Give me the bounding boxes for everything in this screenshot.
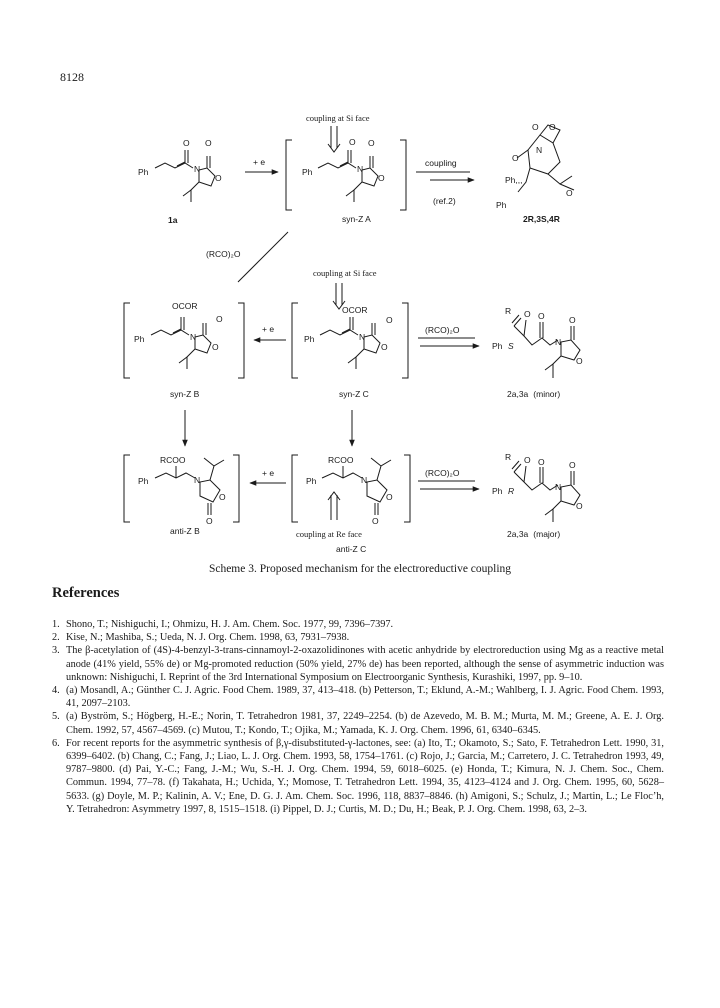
- label-major-tag: (major): [533, 529, 561, 539]
- atom-ph: Ph: [138, 167, 149, 177]
- atom-o: O: [381, 342, 388, 352]
- atom-o: O: [576, 356, 583, 366]
- plus-e: + e: [253, 157, 266, 167]
- label-product: 2R,3S,4R: [523, 214, 560, 224]
- intermediate-syn-z-a: [302, 137, 385, 224]
- atom-n: N: [555, 482, 562, 492]
- label-syn-z-c-suffix: -Z C: [352, 389, 369, 399]
- atom-ph: Ph: [302, 167, 313, 177]
- atom-o: O: [569, 460, 576, 470]
- label-syn-z-a-italic: syn: [342, 214, 356, 224]
- label-syn-z-c-italic: syn: [339, 389, 353, 399]
- label-syn-z-b-italic: syn: [170, 389, 184, 399]
- atom-n: N: [555, 337, 562, 347]
- reference-number: 6.: [52, 737, 60, 749]
- atom-n: N: [359, 332, 366, 342]
- reference-number: 5.: [52, 711, 60, 723]
- reference-text: The β-acetylation of (4S)-4-benzyl-3-trans-cinnamoyl-2-oxazolidinones with acetic anhydride by electroreduction using Mg as a reactive metal anode (41% yield, 55% de) or Mg-promoted reduction (50% yield, 27% de) has been reported, although the sense of asymmetric induction was unknown: Nishiguchi, I. Reprint of the 3rd International Symposium on Electroorganic Synthesis, Kurashiki, 1997, pp. 9–10.: [66, 645, 664, 683]
- label-anti-z-c-suffix: -Z C: [349, 544, 367, 554]
- annotation-ref2: (ref.2): [433, 196, 456, 206]
- label-1a: 1a: [168, 215, 178, 225]
- product-2a3a-minor: [492, 306, 583, 399]
- reference-item: [52, 618, 664, 631]
- annotation-anhydride: (RCO)₂O: [425, 325, 460, 335]
- label-anti-z-c-italic: anti: [336, 544, 350, 554]
- atom-ph: Ph: [492, 486, 503, 496]
- label-syn-z-a: [342, 214, 371, 224]
- atom-o: O: [538, 311, 545, 321]
- annotation-coupling-re: coupling at Re face: [296, 529, 362, 539]
- atom-o: O: [538, 457, 545, 467]
- reference-number: 3.: [52, 645, 60, 657]
- atom-ph: Ph: [134, 334, 145, 344]
- label-anti-z-b-italic: anti: [170, 526, 184, 536]
- annotation-coupling-si: coupling at Si face: [306, 113, 370, 123]
- label-minor-tag: (minor): [533, 389, 561, 399]
- label-syn-z-a-suffix: -Z A: [355, 214, 371, 224]
- atom-o: O: [378, 173, 385, 183]
- page-number: 8128: [60, 70, 84, 84]
- reference-list: [52, 618, 664, 816]
- label-anti-z-b-suffix: -Z B: [183, 526, 200, 536]
- intermediate-syn-z-c: [304, 305, 393, 399]
- annotation-anhydride: (RCO)₂O: [206, 249, 241, 259]
- atom-o: O: [512, 153, 519, 163]
- reference-text: (a) Byström, S.; Högberg, H.-E.; Norin, T. Tetrahedron 1981, 37, 2249–2254. (b) de Azevedo, M. B. M.; Murta, M. M.; Greene, A. E. J. Org. Chem. 1992, 57, 4567–4569. (c) Mutou, T.; Kondo, T.; Ojika, M.; Yamada, K. J. Org. Chem. 1996, 61, 6340–6345.: [66, 711, 664, 736]
- annotation-coupling-si: coupling at Si face: [313, 268, 377, 278]
- atom-o: O: [206, 516, 213, 526]
- atom-rcoo: RCOO: [160, 455, 186, 465]
- atom-ph: Ph: [138, 476, 149, 486]
- atom-o: O: [386, 315, 393, 325]
- atom-ph-stereo: Ph,,,: [505, 175, 523, 185]
- atom-ph: Ph: [496, 200, 507, 210]
- reference-item: [52, 631, 664, 644]
- atom-ocor: OCOR: [172, 301, 198, 311]
- label-syn-z-c: [339, 389, 369, 399]
- reference-number: 2.: [52, 632, 60, 644]
- scheme-caption: Scheme 3. Proposed mechanism for the electroreductive coupling: [208, 563, 512, 575]
- product-2r3s4r: [496, 122, 574, 224]
- reference-text: For recent reports for the asymmetric synthesis of β,γ-disubstituted-γ-lactones, see: (a) Ito, T.; Okamoto, S.; Sato, F. Tetrahedron Lett. 1990, 31, 6399–6402. (b) Chang, C.; Fang, J.; Liao, L. J. Org. Chem. 1993, 58, 1754–1761. (c) Rojo, J.; Garcia, M.; Carretero, J. C. Tetrahedron 1993, 49, 9787–9800. (d) Pai, Y.-C.; Fang, J.-M.; Wu, S.-H. J. Org. Chem. 1994, 59, 6018–6025. (e) Honda, T.; Kimura, N. J. Chem. Soc., Chem. Commun. 1994, 77–78. (f) Takahata, H.; Uchida, Y.; Momose, T. Tetrahedron Lett. 1994, 35, 4123–4124 and J. Org. Chem. 1995, 60, 5628–5633. (g) Doyle, M. P.; Kalinin, A. V.; Ene, D. G. J. Am. Chem. Soc. 1996, 118, 8837–8846. (h) Amigoni, S.; Schulz, J.; Martin, L.; Le Floc’h, Y. Tetrahedron: Asymmetry 1997, 8, 1515–1518. (i) Pippel, D. J.; Curtis, M. D.; Du, H.; Beak, P. J. Org. Chem. 1998, 63, 2–3.: [66, 737, 664, 815]
- plus-e: + e: [262, 324, 275, 334]
- product-2a3a-major: [492, 452, 583, 539]
- atom-r: R: [505, 452, 512, 462]
- label-major-compound: 2a,3a: [507, 529, 529, 539]
- intermediate-anti-z-b: [138, 455, 226, 536]
- atom-o: O: [524, 309, 531, 319]
- atom-n: N: [194, 475, 201, 485]
- atom-o: O: [532, 122, 539, 132]
- atom-o: O: [212, 342, 219, 352]
- label-minor: [507, 389, 560, 399]
- reference-text: (a) Mosandl, A.; Günther C. J. Agric. Food Chem. 1989, 37, 413–418. (b) Petterson, T.; Eklund, A.-M.; Wahlberg, I. J. Agric. Food Chem. 1993, 41, 2097–2103.: [66, 685, 664, 710]
- atom-ph: Ph: [304, 334, 315, 344]
- atom-o: O: [386, 492, 393, 502]
- atom-n: N: [536, 145, 543, 155]
- annotation-coupling: coupling: [425, 158, 457, 168]
- atom-o: O: [216, 314, 223, 324]
- compound-1a: [138, 138, 222, 225]
- plus-e: + e: [262, 468, 275, 478]
- atom-ph: Ph: [492, 341, 503, 351]
- label-syn-z-b: [170, 389, 200, 399]
- reference-text: Shono, T.; Nishiguchi, I.; Ohmizu, H. J. Am. Chem. Soc. 1977, 99, 7396–7397.: [66, 619, 394, 630]
- label-anti-z-b: [170, 526, 200, 536]
- reference-item: [52, 737, 664, 816]
- intermediate-anti-z-c: [296, 455, 393, 554]
- intermediate-syn-z-b: [134, 301, 223, 399]
- atom-ocor: OCOR: [342, 305, 368, 315]
- atom-s: S: [508, 341, 514, 351]
- atom-o: O: [219, 492, 226, 502]
- atom-o: O: [349, 137, 356, 147]
- atom-o: O: [368, 138, 375, 148]
- annotation-anhydride: (RCO)₂O: [425, 468, 460, 478]
- atom-o: O: [215, 173, 222, 183]
- atom-o: O: [183, 138, 190, 148]
- reference-number: 1.: [52, 619, 60, 630]
- atom-o: O: [549, 122, 556, 132]
- atom-ph: Ph: [306, 476, 317, 486]
- atom-rcoo: RCOO: [328, 455, 354, 465]
- atom-n: N: [190, 332, 197, 342]
- reference-item: [52, 644, 664, 684]
- atom-n: N: [357, 164, 364, 174]
- reference-item: [52, 710, 664, 736]
- atom-o: O: [566, 188, 573, 198]
- label-major: [507, 529, 560, 539]
- atom-o: O: [524, 455, 531, 465]
- atom-o: O: [569, 315, 576, 325]
- reference-item: [52, 684, 664, 710]
- label-syn-z-b-suffix: -Z B: [183, 389, 200, 399]
- atom-n: N: [361, 475, 368, 485]
- label-anti-z-c: [336, 544, 366, 554]
- reference-number: 4.: [52, 685, 60, 697]
- atom-o: O: [205, 138, 212, 148]
- atom-o: O: [576, 501, 583, 511]
- references-heading: References: [52, 585, 120, 601]
- reference-text: Kise, N.; Mashiba, S.; Ueda, N. J. Org. Chem. 1998, 63, 7931–7938.: [66, 632, 350, 644]
- label-minor-compound: 2a,3a: [507, 389, 529, 399]
- atom-o: O: [372, 516, 379, 526]
- atom-r: R: [505, 306, 512, 316]
- atom-r-stereo: R: [508, 486, 515, 496]
- atom-n: N: [194, 164, 201, 174]
